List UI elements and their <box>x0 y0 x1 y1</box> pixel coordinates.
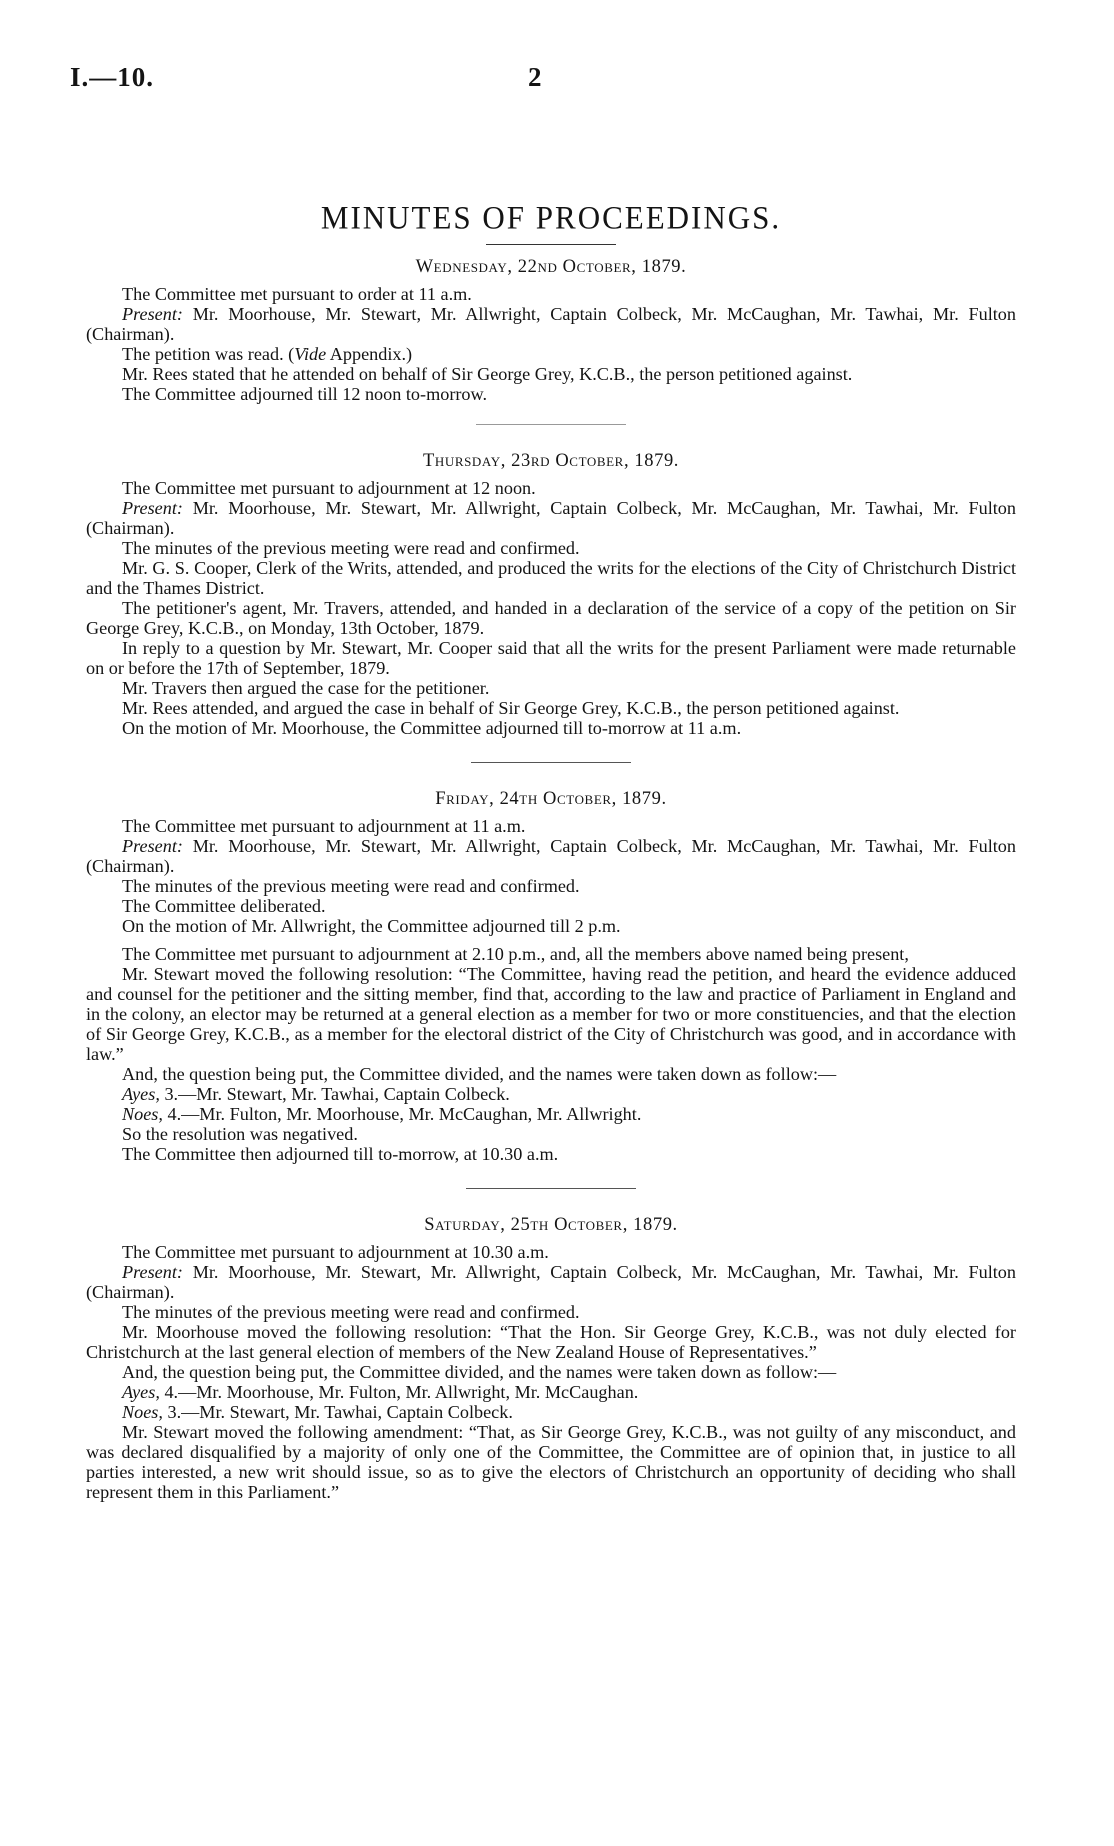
paragraph-text: The minutes of the previous meeting were read and confirmed. <box>122 1302 580 1322</box>
paragraph-text: The Committee met pursuant to adjournment at 12 noon. <box>122 478 536 498</box>
paragraph-text: The petition was read. ( <box>122 344 295 364</box>
paragraph <box>86 478 1016 498</box>
noes-label: Noes, <box>122 1104 163 1124</box>
paragraph-text: 4.—Mr. Moorhouse, Mr. Fulton, Mr. Allwright, Mr. McCaughan. <box>159 1382 639 1402</box>
section-divider <box>476 424 626 425</box>
paragraph <box>86 598 1016 638</box>
paragraph-text: 3.—Mr. Stewart, Mr. Tawhai, Captain Colbeck. <box>159 1084 510 1104</box>
section-date: Thursday, 23rd October, 1879. <box>422 451 680 471</box>
paragraph-text: Mr. Moorhouse, Mr. Stewart, Mr. Allwright, Captain Colbeck, Mr. McCaughan, Mr. Tawhai, Mr. Fulton (Chairman). <box>86 498 1016 538</box>
paragraph <box>86 1402 1016 1422</box>
paragraph <box>86 1422 1016 1502</box>
paragraph-text: The petitioner's agent, Mr. Travers, attended, and handed in a declaration of the service of a copy of the petition on Sir George Grey, K.C.B., on Monday, 13th October, 1879. <box>86 598 1016 638</box>
paragraph-text: The Committee met pursuant to adjournment at 11 a.m. <box>122 816 526 836</box>
section-saturday <box>86 1215 1016 1502</box>
noes-label: Noes, <box>122 1402 163 1422</box>
paragraph-text: The Committee met pursuant to order at 11 a.m. <box>122 284 472 304</box>
section-friday <box>86 789 1016 1164</box>
ayes-label: Ayes, <box>122 1382 160 1402</box>
page-title: MINUTES OF PROCEEDINGS. <box>320 199 782 236</box>
ayes-label: Ayes, <box>122 1084 160 1104</box>
paragraph <box>86 364 1016 384</box>
paragraph-text: And, the question being put, the Committee divided, and the names were taken down as follow:— <box>122 1362 837 1382</box>
present-label: Present: <box>122 498 183 518</box>
paragraph <box>86 1104 1016 1124</box>
paragraph <box>86 1262 1016 1302</box>
paragraph <box>86 916 1016 936</box>
paragraph <box>86 284 1016 304</box>
paragraph-text: And, the question being put, the Committee divided, and the names were taken down as follow:— <box>122 1064 837 1084</box>
paragraph <box>86 896 1016 916</box>
page-header <box>70 62 1060 102</box>
paragraph-text: Mr. Travers then argued the case for the petitioner. <box>122 678 490 698</box>
paragraph-text: Mr. Moorhouse, Mr. Stewart, Mr. Allwright, Captain Colbeck, Mr. McCaughan, Mr. Tawhai, Mr. Fulton (Chairman). <box>86 836 1016 876</box>
paragraph-text: Mr. Stewart moved the following amendment: “That, as Sir George Grey, K.C.B., was not guilty of any misconduct, and was declared disqualified by a majority of only one of the Committee, the Committee are of opinion that, in justice to all parties interested, a new writ should issue, so as to give the electors of Christchurch an opportunity of deciding who shall represent them in this Parliament.” <box>86 1422 1016 1502</box>
paragraph-text: Mr. Moorhouse, Mr. Stewart, Mr. Allwright, Captain Colbeck, Mr. McCaughan, Mr. Tawhai, Mr. Fulton (Chairman). <box>86 304 1016 344</box>
paragraph <box>86 964 1016 1064</box>
paragraph-text: So the resolution was negatived. <box>122 1124 358 1144</box>
section-divider <box>471 762 631 763</box>
page-body <box>86 200 1016 1502</box>
section-date: Friday, 24th October, 1879. <box>435 789 667 809</box>
paragraph <box>86 384 1016 404</box>
paragraph <box>86 944 1016 964</box>
paragraph <box>86 1064 1016 1084</box>
paragraph <box>86 718 1016 738</box>
paragraph <box>86 1144 1016 1164</box>
paragraph-text: The Committee deliberated. <box>122 896 326 916</box>
paragraph-text: The minutes of the previous meeting were read and confirmed. <box>122 876 580 896</box>
paragraph <box>86 1124 1016 1144</box>
paragraph <box>86 304 1016 344</box>
paragraph-text: Mr. Rees stated that he attended on behalf of Sir George Grey, K.C.B., the person petitioned against. <box>122 364 853 384</box>
paragraph <box>86 1382 1016 1402</box>
present-label: Present: <box>122 1262 183 1282</box>
paragraph <box>86 558 1016 598</box>
paragraph-text: On the motion of Mr. Moorhouse, the Committee adjourned till to-morrow at 11 a.m. <box>122 718 742 738</box>
paragraph-text: The Committee adjourned till 12 noon to-morrow. <box>122 384 488 404</box>
paragraph <box>86 538 1016 558</box>
present-label: Present: <box>122 304 183 324</box>
paragraph <box>86 1362 1016 1382</box>
paragraph-text: In reply to a question by Mr. Stewart, Mr. Cooper said that all the writs for the present Parliament were made returnable on or before the 17th of September, 1879. <box>86 638 1016 678</box>
paragraph <box>86 1242 1016 1262</box>
section-wednesday <box>86 257 1016 404</box>
paragraph <box>86 678 1016 698</box>
paragraph-text: Appendix.) <box>326 344 413 364</box>
paragraph-text: Mr. G. S. Cooper, Clerk of the Writs, attended, and produced the writs for the elections of the City of Christchurch District and the Thames District. <box>86 558 1016 598</box>
paragraph <box>86 698 1016 718</box>
paragraph <box>86 344 1016 364</box>
title-rule <box>486 244 616 245</box>
document-reference: I.—10. <box>70 62 155 92</box>
paragraph <box>86 1084 1016 1104</box>
present-label: Present: <box>122 836 183 856</box>
paragraph <box>86 638 1016 678</box>
section-thursday <box>86 451 1016 738</box>
section-divider <box>466 1188 636 1189</box>
paragraph-text: Mr. Stewart moved the following resolution: “The Committee, having read the petition, and heard the evidence adduced and counsel for the petitioner and the sitting member, find that, according to the law and practice of Parliament in England and in the colony, an elector may be returned at a general election as a member for two or more constituencies, and that the election of Sir George Grey, K.C.B., as a member for the electoral district of the City of Christchurch was good, and in accordance with law.” <box>86 964 1016 1064</box>
paragraph-text: 4.—Mr. Fulton, Mr. Moorhouse, Mr. McCaughan, Mr. Allwright. <box>162 1104 642 1124</box>
vide-label: Vide <box>294 344 327 364</box>
paragraph-text: Mr. Moorhouse, Mr. Stewart, Mr. Allwright, Captain Colbeck, Mr. McCaughan, Mr. Tawhai, Mr. Fulton (Chairman). <box>86 1262 1016 1302</box>
paragraph <box>86 1322 1016 1362</box>
paragraph-text: The minutes of the previous meeting were read and confirmed. <box>122 538 580 558</box>
paragraph-text: The Committee then adjourned till to-morrow, at 10.30 a.m. <box>122 1144 559 1164</box>
paragraph-text: Mr. Moorhouse moved the following resolution: “That the Hon. Sir George Grey, K.C.B., was not duly elected for Christchurch at the last general election of members of the New Zealand House of Representatives.” <box>86 1322 1016 1362</box>
section-date: Wednesday, 22nd October, 1879. <box>415 257 687 277</box>
page-number: 2 <box>528 62 542 92</box>
paragraph-text: The Committee met pursuant to adjournment at 2.10 p.m., and, all the members above named being present, <box>122 944 909 964</box>
paragraph-text: On the motion of Mr. Allwright, the Committee adjourned till 2 p.m. <box>122 916 621 936</box>
paragraph <box>86 876 1016 896</box>
paragraph-text: 3.—Mr. Stewart, Mr. Tawhai, Captain Colbeck. <box>162 1402 513 1422</box>
paragraph <box>86 498 1016 538</box>
paragraph <box>86 1302 1016 1322</box>
paragraph-text: The Committee met pursuant to adjournment at 10.30 a.m. <box>122 1242 549 1262</box>
paragraph <box>86 836 1016 876</box>
paragraph-text: Mr. Rees attended, and argued the case in behalf of Sir George Grey, K.C.B., the person petitioned against. <box>122 698 900 718</box>
paragraph <box>86 816 1016 836</box>
section-date: Saturday, 25th October, 1879. <box>424 1215 678 1235</box>
